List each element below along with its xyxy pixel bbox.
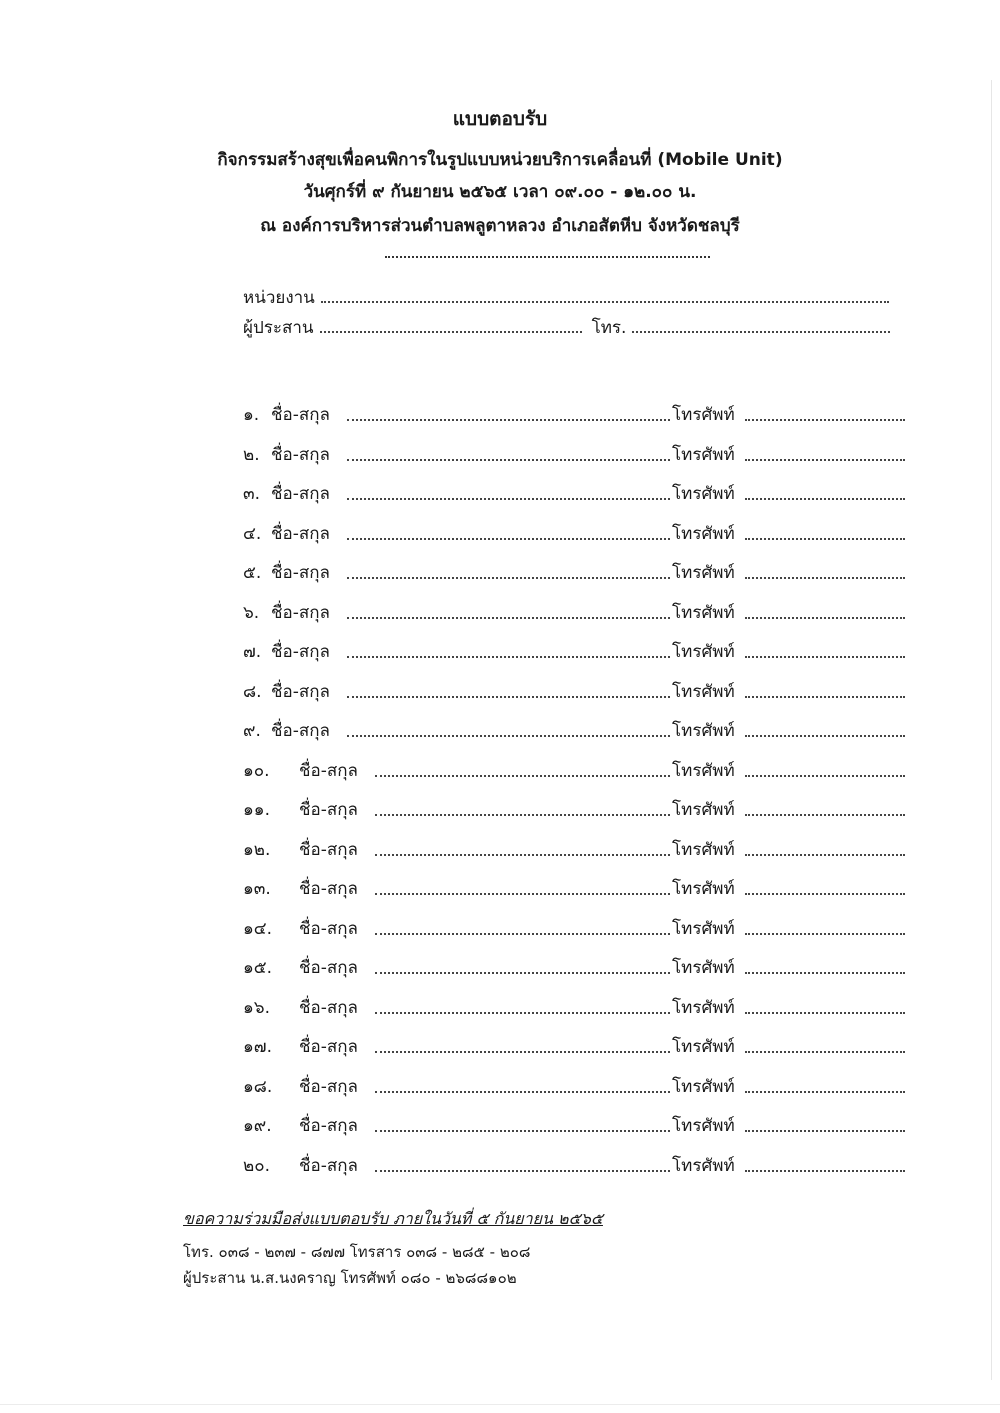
attendee-number: ๓. (243, 484, 261, 504)
attendee-name-blank[interactable] (375, 761, 670, 777)
attendee-row (0, 638, 1000, 668)
attendee-phone-label: โทรศัพท์ (672, 879, 735, 899)
coordinator-tel-blank[interactable] (632, 317, 890, 333)
attendee-phone-blank[interactable] (745, 761, 905, 777)
attendee-name-label: ชื่อ-สกุล (271, 405, 330, 425)
attendee-phone-blank[interactable] (745, 998, 905, 1014)
attendee-name-label: ชื่อ-สกุล (299, 800, 358, 820)
agency-label: หน่วยงาน (243, 288, 315, 308)
attendee-phone-label: โทรศัพท์ (672, 1076, 735, 1097)
agency-blank[interactable] (321, 287, 889, 303)
attendee-phone-blank[interactable] (745, 524, 905, 540)
attendee-name-label: ชื่อ-สกุล (271, 681, 330, 702)
attendee-phone-blank[interactable] (745, 1037, 905, 1053)
attendee-phone-blank[interactable] (745, 682, 905, 698)
attendee-name-label: ชื่อ-สกุล (299, 839, 358, 860)
activity-title: กิจกรรมสร้างสุขเพื่อคนพิการในรูปแบบหน่วยบริการเคลื่อนที่ (Mobile Unit) (217, 150, 783, 170)
attendee-number: ๙. (243, 721, 261, 741)
attendee-phone-label: โทรศัพท์ (672, 760, 735, 781)
attendee-number: ๑๑. (243, 800, 270, 820)
attendee-name-label: ชื่อ-สกุล (299, 1155, 358, 1176)
attendee-phone-label: โทรศัพท์ (672, 563, 735, 583)
attendee-name-blank[interactable] (375, 1116, 670, 1132)
attendee-phone-label: โทรศัพท์ (672, 1155, 735, 1176)
attendee-phone-label: โทรศัพท์ (672, 800, 735, 820)
coordinator-field[interactable] (243, 314, 890, 341)
attendee-phone-blank[interactable] (745, 879, 905, 895)
attendee-number: ๑๗. (243, 1037, 272, 1057)
attendee-phone-label: โทรศัพท์ (672, 602, 735, 623)
attendee-phone-blank[interactable] (745, 405, 905, 421)
attendee-name-label: ชื่อ-สกุล (299, 958, 358, 978)
attendee-name-blank[interactable] (347, 721, 670, 737)
attendee-number: ๑๘. (243, 1076, 273, 1097)
attendee-name-label: ชื่อ-สกุล (271, 642, 330, 662)
attendee-phone-label: โทรศัพท์ (672, 918, 735, 939)
attendee-name-blank[interactable] (347, 563, 670, 579)
attendee-phone-blank[interactable] (745, 840, 905, 856)
attendee-phone-label: โทรศัพท์ (672, 1116, 735, 1136)
attendee-phone-blank[interactable] (745, 721, 905, 737)
attendee-number: ๑๖. (243, 997, 270, 1018)
activity-venue: ณ องค์การบริหารส่วนตำบลพลูตาหลวง อำเภอสัตหีบ จังหวัดชลบุรี (260, 216, 740, 236)
attendee-name-label: ชื่อ-สกุล (299, 879, 358, 899)
attendee-name-blank[interactable] (375, 800, 670, 816)
attendee-phone-blank[interactable] (745, 919, 905, 935)
attendee-phone-blank[interactable] (745, 603, 905, 619)
form-title: แบบตอบรับ (452, 108, 548, 130)
attendee-name-blank[interactable] (375, 1156, 670, 1172)
attendee-row (0, 401, 1000, 431)
attendee-row (0, 1033, 1000, 1063)
attendee-number: ๘. (243, 681, 262, 702)
attendee-phone-blank[interactable] (745, 958, 905, 974)
attendee-name-label: ชื่อ-สกุล (299, 997, 358, 1018)
attendee-name-blank[interactable] (347, 524, 670, 540)
attendee-row (0, 1152, 1000, 1182)
coordinator-tel-label: โทร. (591, 318, 627, 338)
attendee-row (0, 441, 1000, 471)
attendee-row (0, 915, 1000, 945)
attendee-name-label: ชื่อ-สกุล (299, 1037, 358, 1057)
attendee-phone-label: โทรศัพท์ (672, 721, 735, 741)
attendee-phone-blank[interactable] (745, 563, 905, 579)
attendee-row (0, 1073, 1000, 1103)
scan-artifact (30, 50, 90, 80)
scan-bottom-line (0, 1404, 1000, 1405)
attendee-number: ๑๙. (243, 1116, 272, 1136)
attendee-name-label: ชื่อ-สกุล (299, 1116, 358, 1136)
attendee-name-label: ชื่อ-สกุล (271, 444, 330, 465)
attendee-name-label: ชื่อ-สกุล (271, 721, 330, 741)
attendee-row (0, 875, 1000, 905)
attendee-phone-label: โทรศัพท์ (672, 484, 735, 504)
attendee-phone-blank[interactable] (745, 642, 905, 658)
attendee-number: ๑๓. (243, 879, 271, 899)
attendee-name-blank[interactable] (375, 958, 670, 974)
attendee-row (0, 717, 1000, 747)
attendee-row (0, 480, 1000, 510)
agency-field[interactable] (243, 284, 889, 311)
attendee-phone-blank[interactable] (745, 1156, 905, 1172)
attendee-name-label: ชื่อ-สกุล (271, 602, 330, 623)
attendee-number: ๑. (243, 405, 260, 425)
attendee-phone-label: โทรศัพท์ (672, 681, 735, 702)
attendee-number: ๑๕. (243, 958, 273, 978)
attendee-name-blank[interactable] (347, 445, 670, 461)
attendee-number: ๔. (243, 523, 262, 544)
attendee-phone-blank[interactable] (745, 1077, 905, 1093)
attendee-row (0, 796, 1000, 826)
attendee-phone-label: โทรศัพท์ (672, 839, 735, 860)
attendee-name-label: ชื่อ-สกุล (299, 760, 358, 781)
attendee-number: ๖. (243, 602, 260, 623)
attendee-name-blank[interactable] (375, 1077, 670, 1093)
attendee-name-label: ชื่อ-สกุล (271, 484, 330, 504)
attendee-name-blank[interactable] (375, 1037, 670, 1053)
attendee-name-label: ชื่อ-สกุล (299, 1076, 358, 1097)
activity-date-time: วันศุกร์ที่ ๙ กันยายน ๒๕๖๕ เวลา ๐๙.๐๐ - ๑๒.๐๐ น. (303, 182, 697, 202)
attendee-row (0, 520, 1000, 550)
attendee-name-label: ชื่อ-สกุล (271, 523, 330, 544)
attendee-name-blank[interactable] (347, 484, 670, 500)
attendee-phone-label: โทรศัพท์ (672, 997, 735, 1018)
coordinator-blank[interactable] (320, 317, 582, 333)
attendee-name-blank[interactable] (375, 840, 670, 856)
attendee-name-blank[interactable] (375, 998, 670, 1014)
attendee-row (0, 599, 1000, 629)
attendee-number: ๒. (243, 444, 260, 465)
attendee-phone-blank[interactable] (745, 1116, 905, 1132)
attendee-phone-blank[interactable] (745, 800, 905, 816)
attendee-phone-label: โทรศัพท์ (672, 642, 735, 662)
attendee-row (0, 836, 1000, 866)
contact-coordinator: ผู้ประสาน น.ส.นงคราญ โทรศัพท์ ๐๘๐ - ๒๖๘๘๑๐๒ (183, 1269, 517, 1287)
attendee-name-label: ชื่อ-สกุล (299, 918, 358, 939)
attendee-number: ๕. (243, 563, 262, 583)
header-dotted-line (385, 240, 710, 258)
attendee-phone-label: โทรศัพท์ (672, 444, 735, 465)
attendee-name-label: ชื่อ-สกุล (271, 563, 330, 583)
coordinator-label: ผู้ประสาน (243, 318, 314, 338)
attendee-number: ๑๔. (243, 918, 273, 939)
attendee-number: ๑๒. (243, 839, 271, 860)
attendee-phone-label: โทรศัพท์ (672, 523, 735, 544)
attendee-name-blank[interactable] (347, 642, 670, 658)
attendee-name-blank[interactable] (347, 405, 670, 421)
contact-phone-fax: โทร. ๐๓๘ - ๒๓๗ - ๘๗๗ โทรสาร ๐๓๘ - ๒๘๕ - ๒๐๘ (183, 1243, 531, 1261)
attendee-row (0, 1112, 1000, 1142)
attendee-name-blank[interactable] (375, 919, 670, 935)
attendee-phone-label: โทรศัพท์ (672, 958, 735, 978)
submission-request: ขอความร่วมมือส่งแบบตอบรับ ภายในวันที่ ๕ กันยายน ๒๕๖๕ (183, 1209, 603, 1228)
attendee-name-blank[interactable] (347, 603, 670, 619)
attendee-row (0, 954, 1000, 984)
attendee-row (0, 994, 1000, 1024)
attendee-name-blank[interactable] (375, 879, 670, 895)
attendee-row (0, 678, 1000, 708)
attendee-phone-label: โทรศัพท์ (672, 405, 735, 425)
attendee-row (0, 757, 1000, 787)
attendee-row (0, 559, 1000, 589)
attendee-phone-label: โทรศัพท์ (672, 1037, 735, 1057)
attendee-number: ๑๐. (243, 760, 270, 781)
attendee-number: ๗. (243, 642, 262, 662)
attendee-name-blank[interactable] (347, 682, 670, 698)
attendee-number: ๒๐. (243, 1155, 270, 1176)
attendee-phone-blank[interactable] (745, 445, 905, 461)
attendee-phone-blank[interactable] (745, 484, 905, 500)
